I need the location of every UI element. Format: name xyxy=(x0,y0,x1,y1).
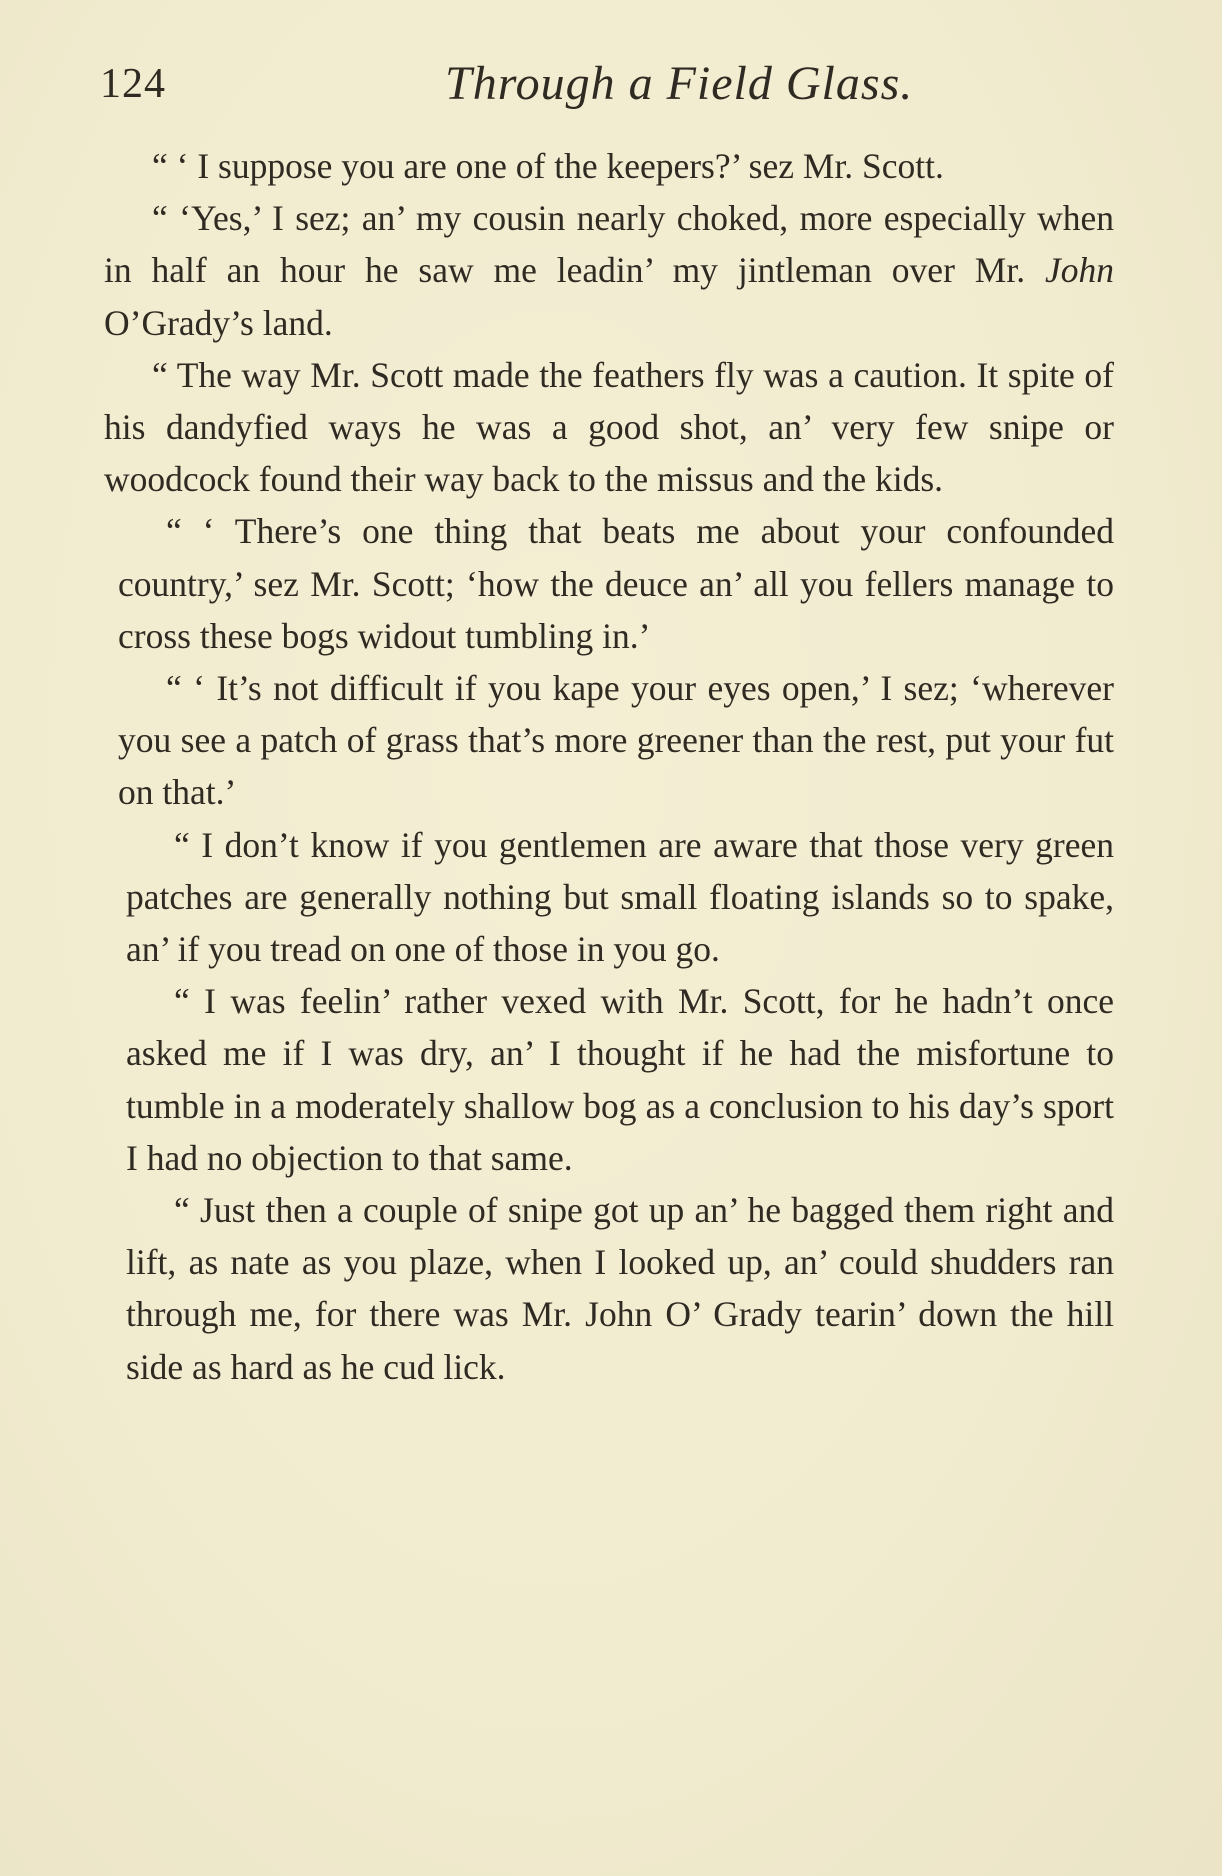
body-text xyxy=(104,140,1114,1393)
page-number: 124 xyxy=(100,61,166,107)
paragraph-8: “ Just then a couple of snipe got up an’ he bagged them right and lift, as nate as you plaze, when I looked up, an’ could shudders ran through me, for there was Mr. John O’ Grady tearin’ down the hill side as hard as he cud lick. xyxy=(126,1190,1114,1387)
paragraph-2-tail: O’Grady’s land. xyxy=(104,302,333,343)
paragraph-3: “ The way Mr. Scott made the feathers fly was a caution. It spite of his dandyfied ways he was a good shot, an’ very few snipe or woodcock found their way back to the missus and the kids. xyxy=(104,354,1114,500)
paragraph-5: “ ‘ It’s not difficult if you kape your eyes open,’ I sez; ‘wherever you see a patch of grass that’s more greener than the rest, put your fut on that.’ xyxy=(118,668,1114,813)
paragraph-4: “ ‘ There’s one thing that beats me about your confounded country,’ sez Mr. Scott; ‘how the deuce an’ all you fellers manage to cross these bogs widout tumbling in.’ xyxy=(118,511,1114,656)
running-head xyxy=(100,56,1130,116)
paragraph-7: “ I was feelin’ rather vexed with Mr. Scott, for he hadn’t once asked me if I was dry, an’ I thought if he had the misfortune to tumble in a moderately shallow bog as a conclusion to his day’s sport I had no objection to that same. xyxy=(126,981,1114,1178)
paragraph-2 xyxy=(104,192,1114,349)
paragraph-1: “ ‘ I suppose you are one of the keepers?’ sez Mr. Scott. xyxy=(152,146,944,186)
paragraph-6: “ I don’t know if you gentlemen are aware that those very green patches are generally nothing but small floating islands so to spake, an’ if you tread on one of those in you go. xyxy=(126,824,1114,970)
running-title: Through a Field Glass. xyxy=(445,57,914,110)
italic-name: John xyxy=(1044,250,1114,291)
paragraph-2-text: “ ‘Yes,’ I sez; an’ my cousin nearly choked, more especially when in half an hour he saw me leadin’ my jintleman over Mr. xyxy=(104,198,1114,291)
